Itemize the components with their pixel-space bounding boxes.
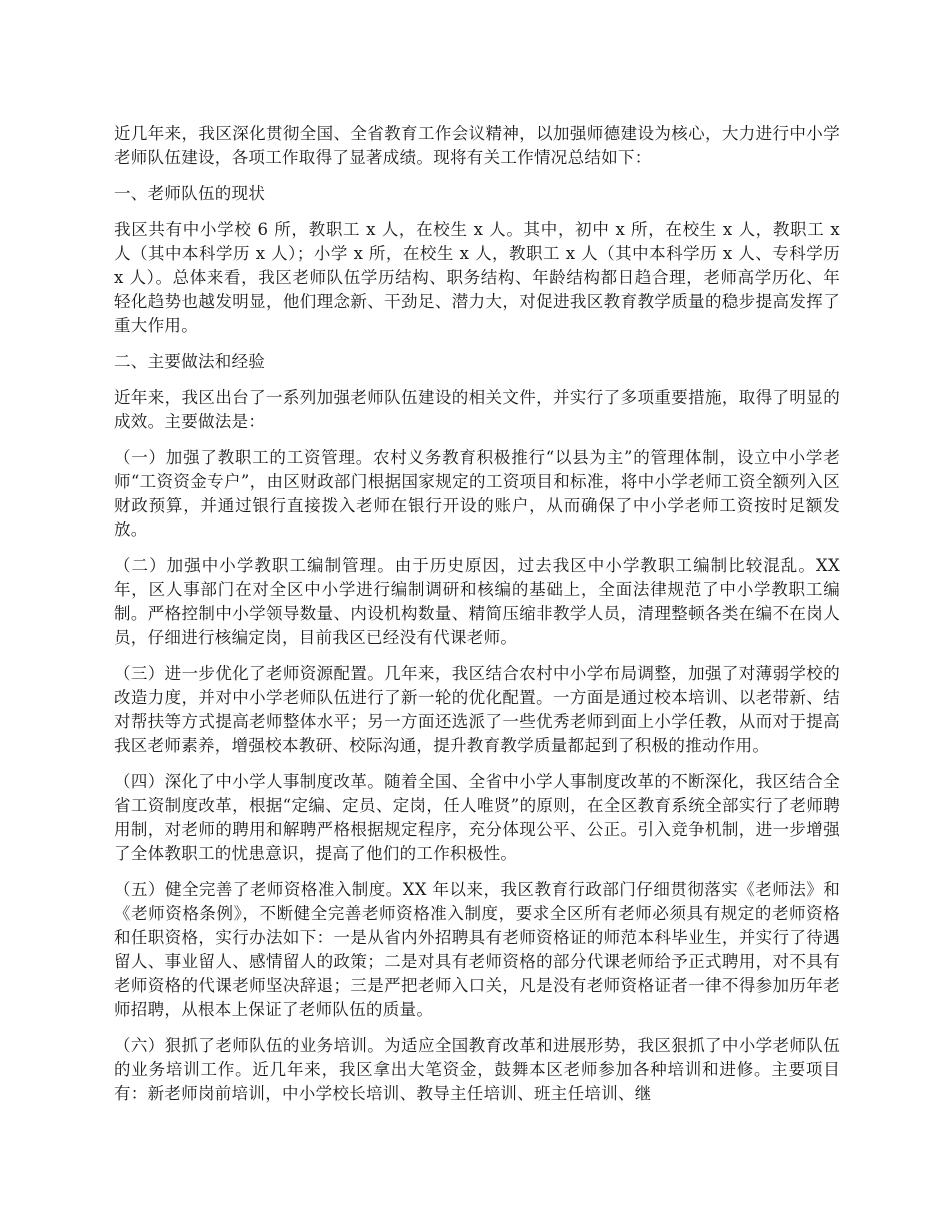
section2-intro: 近年来，我区出台了一系列加强老师队伍建设的相关文件，并实行了多项重要措施，取得了明显的成效。主要做法是： — [114, 388, 840, 431]
item-3-paragraph: （三）进一步优化了老师资源配置。几年来，我区结合农村中小学布局调整，加强了对薄弱学校的改造力度，并对中小学老师队伍进行了新一轮的优化配置。一方面是通过校本培训、以老带新、结对帮扶等方式提高老师整体水平；另一方面还选派了一些优秀老师到面上小学任教，从而对于提高我区老师素养，增强校本教研、校际沟通，提升教育教学质量都起到了积极的推动作用。 — [114, 664, 840, 755]
section1-heading: 一、老师队伍的现状 — [114, 184, 266, 203]
item-2-paragraph: （二）加强中小学教职工编制管理。由于历史原因，过去我区中小学教职工编制比较混乱。XX 年，区人事部门在对全区中小学进行编制调研和核编的基础上，全面法律规范了中小学教职工编制。严格控制中小学领导数量、内设机构数量、精简压缩非教学人员，清理整顿各类在编不在岗人员，仔细进行核编定岗，目前我区已经没有代课老师。 — [114, 556, 840, 647]
intro-paragraph: 近几年来，我区深化贯彻全国、全省教育工作会议精神，以加强师德建设为核心，大力进行中小学老师队伍建设，各项工作取得了显著成绩。现将有关工作情况总结如下： — [114, 124, 840, 167]
section2-heading: 二、主要做法和经验 — [114, 352, 266, 371]
item-5-paragraph: （五）健全完善了老师资格准入制度。XX 年以来，我区教育行政部门仔细贯彻落实《老师法》和《老师资格条例》，不断健全完善老师资格准入制度，要求全区所有老师必须具有规定的老师资格和任职资格，实行办法如下：一是从省内外招聘具有老师资格证的师范本科毕业生，并实行了待遇留人、事业留人、感情留人的政策；二是对具有老师资格的部分代课老师给予正式聘用，对不具有老师资格的代课老师坚决辞退；三是严把老师入口关，凡是没有老师资格证者一律不得参加历年老师招聘，从根本上保证了老师队伍的质量。 — [114, 880, 840, 1019]
item-6-paragraph: （六）狠抓了老师队伍的业务培训。为适应全国教育改革和进展形势，我区狠抓了中小学老师队伍的业务培训工作。近几年来，我区拿出大笔资金，鼓舞本区老师参加各种培训和进修。主要项目有：新老师岗前培训，中小学校长培训、教导主任培训、班主任培训、继 — [114, 1036, 840, 1103]
item-1-paragraph: （一）加强了教职工的工资管理。农村义务教育积极推行“以县为主”的管理体制，设立中小学老师“工资资金专户”，由区财政部门根据国家规定的工资项目和标准，将中小学老师工资全额列入区财政预算，并通过银行直接拨入老师在银行开设的账户，从而确保了中小学老师工资按时足额发放。 — [114, 448, 840, 539]
section1-body: 我区共有中小学校 6 所，教职工 x 人，在校生 x 人。其中，初中 x 所，在校生 x 人，教职工 x 人（其中本科学历 x 人）；小学 x 所，在校生 x 人，教职工 x 人（其中本科学历 x 人、专科学历 x 人）。总体来看，我区老师队伍学历结构、职务结构、年龄结构都日趋合理，老师高学历化、年轻化趋势也越发明显，他们理念新、干劲足、潜力大，对促进我区教育教学质量的稳步提高发挥了重大作用。 — [114, 220, 840, 335]
item-4-paragraph: （四）深化了中小学人事制度改革。随着全国、全省中小学人事制度改革的不断深化，我区结合全省工资制度改革，根据“定编、定员、定岗，任人唯贤”的原则，在全区教育系统全部实行了老师聘用制，对老师的聘用和解聘严格根据规定程序，充分体现公平、公正。引入竞争机制，进一步增强了全体教职工的忧患意识，提高了他们的工作积极性。 — [114, 772, 840, 863]
